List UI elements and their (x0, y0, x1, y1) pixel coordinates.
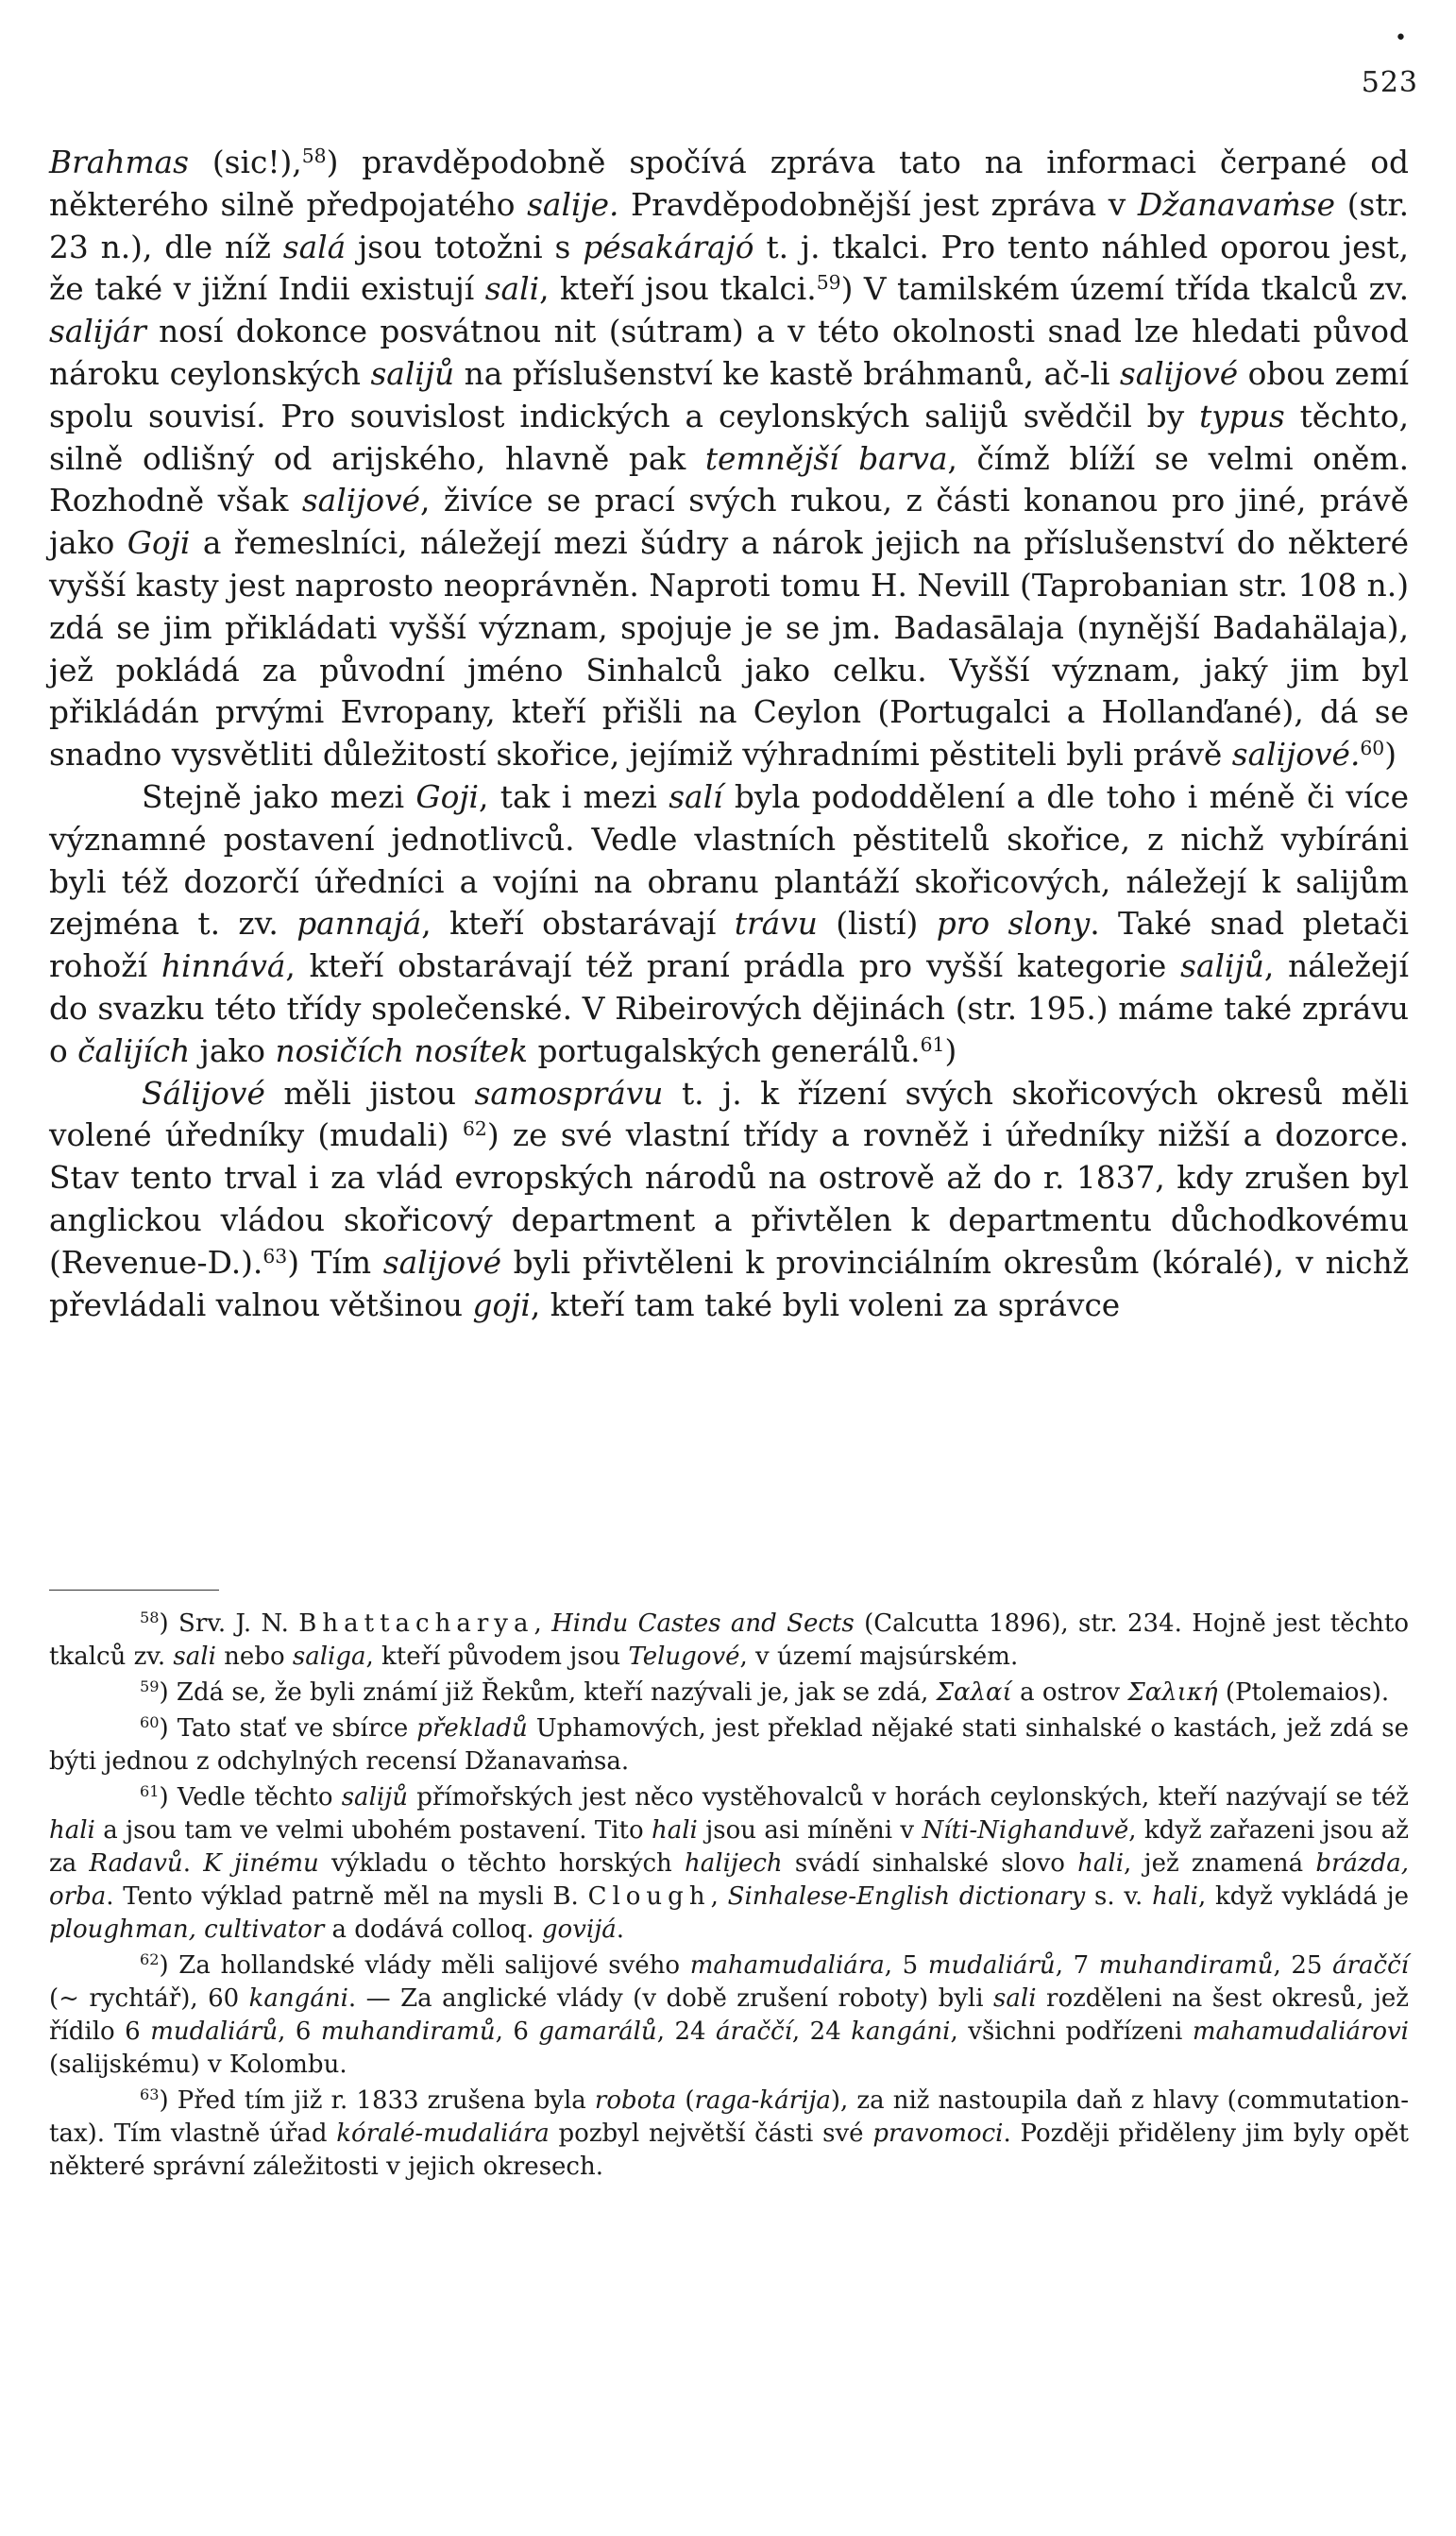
page-number: 523 (1361, 66, 1418, 99)
italic-run: salijár (49, 314, 146, 350)
italic-run: Goji (415, 778, 480, 815)
footnote-reference: 58 (301, 144, 327, 167)
text-run: přímořských jest něco vystěhovalců v horách ceylonských, kteří nazývají se též (408, 1783, 1409, 1812)
italic-run: muhandiramů (320, 2017, 496, 2046)
text-run: ) Srv. J. N. (159, 1609, 299, 1638)
text-run: , 5 (884, 1951, 928, 1980)
text-run: pozbyl největší části své (549, 2119, 873, 2148)
italic-run: Telugové (628, 1642, 740, 1671)
italic-run: salijů (370, 355, 455, 392)
text-run: (Ptolemaios). (1217, 1678, 1390, 1707)
italic-run: sali (484, 271, 540, 308)
italic-run: překladů (416, 1714, 528, 1743)
spaced-name-run: Clough (587, 1882, 711, 1911)
text-run: . Tento výklad patrně měl na mysli B. (106, 1882, 588, 1911)
text-run: . (616, 1915, 625, 1944)
text-run: svádí sinhalské slovo (782, 1849, 1078, 1878)
italic-run: kangáni (248, 1984, 348, 2013)
italic-run: kangáni (851, 2017, 951, 2046)
footnote-separator (49, 1590, 219, 1591)
italic-run: salijové. (1231, 737, 1361, 774)
text-run: , 6 (495, 2017, 539, 2046)
text-run: Stejně jako mezi (142, 778, 416, 815)
text-run: , když zařazeni jsou až za (49, 1816, 1410, 1878)
text-run: , kteří obstarávají též praní prádla pro vyšší kategorie (285, 948, 1181, 985)
page-dot-mark: • (1395, 26, 1407, 50)
italic-run: mudaliárů (150, 2017, 279, 2046)
text-run: a ostrov (1011, 1678, 1128, 1707)
text-run: ) Zdá se, že byli známí již Řekům, kteří nazývali je, jak se zdá, (159, 1678, 937, 1707)
italic-run: hali (49, 1816, 95, 1845)
text-run: , živíce se prací svých rukou, z části konanou pro jiné, právě jako (49, 483, 1409, 562)
footnote-marker: 63 (140, 2085, 160, 2104)
text-run: , (533, 1609, 552, 1638)
italic-run: hali (1077, 1849, 1125, 1878)
text-run: ) Tím (287, 1244, 383, 1281)
text-run: ), za niž nastoupila daň z hlavy (commutation-tax). Tím vlastně úřad (49, 2086, 1409, 2148)
body-paragraph (49, 1073, 1409, 1327)
text-run: ) (1384, 737, 1397, 774)
text-run: t. j. k řízení svých skořicových okresů měli volené úředníky (mudali) (49, 1075, 1409, 1154)
italic-run: salijové (301, 483, 421, 519)
italic-run: mahamudaliára (689, 1951, 885, 1980)
text-run: s. v. (1085, 1882, 1153, 1911)
text-run: Uphamových, jest překlad nějaké stati sinhalské o kastách, jež zdá se býti jednou z odchylných recensí Džanavaṁsa. (49, 1714, 1410, 1776)
text-run: , kteří tam také byli voleni za správce (530, 1286, 1121, 1323)
italic-run: hali (1152, 1882, 1198, 1911)
footnote-59 (49, 1676, 1409, 1710)
italic-run: Goji (127, 525, 191, 562)
text-run: , jež znamená (1124, 1849, 1316, 1878)
italic-run: salijů (1180, 948, 1264, 985)
text-run: (listí) (817, 906, 937, 943)
text-run: (Calcutta 1896), str. 234. Hojně jest těchto tkalců zv. (49, 1609, 1409, 1671)
text-run: , všichni podřízeni (950, 2017, 1193, 2046)
footnote-marker: 58 (140, 1608, 160, 1627)
italic-run: K jinému (203, 1849, 319, 1878)
text-run: (str. 23 n.), dle níž (49, 186, 1409, 265)
italic-run: Σαλική (1127, 1678, 1218, 1707)
text-run: ) ze své vlastní třídy a rovněž i úředníky nižší a dozorce. Stav tento trval i za vlád evropských národů na ostrově až do r. 1837, kdy zrušen byl anglickou vládou skořicový department a přivtělen k departmentu důchodkovému (Revenue-D.). (49, 1117, 1409, 1281)
text-run: ) V tamilském území třída tkalců zv. (840, 271, 1409, 308)
text-run: . Také snad pletači rohoží (49, 906, 1409, 985)
footnote-61 (49, 1781, 1409, 1947)
italic-run: salí (669, 778, 723, 815)
italic-run: salá (282, 229, 347, 265)
italic-run: áraččí (716, 2017, 792, 2046)
italic-run: hali (652, 1816, 698, 1845)
footnote-reference: 61 (920, 1032, 945, 1056)
italic-run: Σαλαί (936, 1678, 1012, 1707)
text-run: nebo (215, 1642, 293, 1671)
text-run: na příslušenství ke kastě bráhmanů, ač-li (454, 355, 1120, 392)
footnote-reference: 63 (262, 1244, 288, 1268)
text-run: jsou asi míněni v (697, 1816, 923, 1845)
text-run: , když vykládá je (1197, 1882, 1409, 1911)
italic-run: salijové (1119, 355, 1239, 392)
footnote-reference: 59 (816, 271, 841, 295)
body-paragraph (49, 776, 1409, 1073)
italic-run: govijá (541, 1915, 617, 1944)
footnote-62 (49, 1949, 1409, 2082)
footnote-reference: 60 (1360, 736, 1385, 759)
footnote-58 (49, 1608, 1409, 1674)
italic-run: ploughman, cultivator (49, 1915, 325, 1944)
text-run: byli přivtěleni k provinciálním okresům (kóralé), v nichž převládali valnou většinou (49, 1244, 1409, 1323)
footnote-reference: 62 (462, 1117, 487, 1141)
italic-run: hinnává (161, 948, 286, 985)
text-run: , 25 (1273, 1951, 1333, 1980)
italic-run: robota (594, 2086, 677, 2115)
text-run: , 24 (656, 2017, 717, 2046)
italic-run: Brahmas (49, 145, 189, 180)
text-run: rozděleni na šest okresů, jež řídilo 6 (49, 1984, 1409, 2046)
italic-run: pannajá (296, 906, 422, 943)
text-run: (~ rychtář), 60 (49, 1984, 249, 2013)
text-run: . Později přiděleny jim byly opět některé správní záležitosti v jejich okresech. (49, 2119, 1409, 2181)
text-run: ( (676, 2086, 695, 2115)
text-run: , kteří obstarávají (421, 906, 735, 943)
text-run: , (710, 1882, 728, 1911)
text-run: a dodává colloq. (324, 1915, 542, 1944)
text-run: ) pravděpodobně spočívá zpráva tato na informaci čerpané od některého silně předpojatého (49, 145, 1409, 223)
text-run: výkladu o těchto horských (318, 1849, 686, 1878)
footnote-marker: 61 (140, 1782, 160, 1801)
main-text (49, 142, 1409, 1326)
text-run: Pravděpodobnější jest zpráva v (618, 186, 1138, 223)
italic-run: pro slony (936, 906, 1091, 943)
text-run: a jsou tam ve velmi ubohém postavení. Tito (94, 1816, 652, 1845)
text-run: těchto, silně odlišný od arijského, hlavně pak (49, 398, 1410, 477)
italic-run: Sinhalese-English dictionary (727, 1882, 1086, 1911)
text-run: , kteří původem jsou (365, 1642, 629, 1671)
text-run: portugalských generálů. (528, 1032, 921, 1069)
text-run: a řemeslníci, náležejí mezi šúdry a nárok jejich na příslušenství do některé vyšší kasty jest naprosto neoprávněn. Naproti tomu H. Nevill (Taprobanian str. 108 n.) zdá se jim přikládati vyšší význam, spojuje je se jm. Badasālaja (nynější Badahälaja), jež pokládá za původní jméno Sinhalců jako celku. Vyšší význam, jaký jim byl přikládán prvými Evropany, kteří přišli na Ceylon (Portugalci a Hollanďané), dá se snadno vysvětliti důležitostí skořice, jejímiž výhradními pěstiteli byli právě (49, 525, 1409, 774)
italic-run: saliga (292, 1642, 366, 1671)
footnote-marker: 62 (140, 1950, 160, 1969)
text-run: nosí dokonce posvátnou nit (sútram) a v této okolnosti snad lze hledati původ nároku ceylonských (49, 314, 1409, 392)
body-paragraph (49, 142, 1409, 776)
italic-run: salijů (341, 1783, 408, 1812)
text-run: , 24 (791, 2017, 852, 2046)
text-run: jsou totožni s (346, 229, 584, 265)
text-run: (sic!), (188, 145, 302, 180)
italic-run: muhandiramů (1098, 1951, 1274, 1980)
italic-run: gamarálů (538, 2017, 657, 2046)
italic-run: sali (993, 1984, 1037, 2013)
italic-run: áraččí (1332, 1951, 1409, 1980)
italic-run: typus (1199, 398, 1285, 434)
italic-run: pésakárajó (583, 229, 754, 265)
italic-run: Radavů (89, 1849, 183, 1878)
text-run: měli jistou (264, 1075, 475, 1112)
text-run: t. j. tkalci. Pro tento náhled oporou jest, že také v jižní Indii existují (49, 229, 1410, 308)
text-run: jako (190, 1032, 276, 1069)
italic-run: raga-kárija (694, 2086, 831, 2115)
footnote-63 (49, 2085, 1409, 2184)
italic-run: čalijích (77, 1032, 191, 1069)
text-run: ) Před tím již r. 1833 zrušena byla (159, 2086, 595, 2115)
italic-run: salije. (527, 186, 619, 223)
italic-run: mudaliárů (927, 1951, 1056, 1980)
text-run: ) (944, 1032, 957, 1069)
text-run: byla pododdělení a dle toho i méně či více významné postavení jednotlivců. Vedle vlastních pěstitelů skořice, z nichž vybíráni byli též dozorčí úředníci a vojíni na obranu plantáží skořicových, náležejí k salijům zejména t. zv. (49, 778, 1410, 943)
text-run: . (182, 1849, 204, 1878)
italic-run: sali (173, 1642, 216, 1671)
italic-run: pravomoci (872, 2119, 1004, 2148)
footnote-marker: 60 (140, 1713, 160, 1732)
italic-run: Hindu Castes and Sects (551, 1609, 855, 1638)
footnote-marker: 59 (140, 1677, 160, 1696)
italic-run: goji (472, 1286, 531, 1323)
text-run: . — Za anglické vlády (v době zrušení roboty) byli (347, 1984, 994, 2013)
italic-run: halijech (685, 1849, 783, 1878)
italic-run: Níti-Nighanduvě (922, 1816, 1129, 1845)
text-run: , kteří jsou tkalci. (539, 271, 817, 308)
italic-run: nosičích nosítek (275, 1032, 529, 1069)
text-run: obou zemí spolu souvisí. Pro souvislost indických a ceylonských salijů svědčil by (49, 355, 1409, 434)
text-run: , 6 (278, 2017, 321, 2046)
italic-run: trávu (734, 906, 818, 943)
italic-run: brázda, orba (49, 1849, 1410, 1911)
text-run: , tak i mezi (479, 778, 669, 815)
text-run: (salijskému) v Kolombu. (49, 2051, 347, 2079)
italic-run: kóralé-mudaliára (336, 2119, 550, 2148)
text-run: , v území majsúrském. (739, 1642, 1019, 1671)
text-run: , náležejí do svazku této třídy společenské. V Ribeirových dějinách (str. 195.) máme také zprávu o (49, 948, 1409, 1069)
text-run: ) Za hollandské vlády měli salijové svého (159, 1951, 690, 1980)
italic-run: mahamudaliárovi (1192, 2017, 1409, 2046)
footnote-60 (49, 1712, 1409, 1779)
italic-run: Džanavaṁse (1137, 186, 1336, 223)
text-run: , 7 (1055, 1951, 1099, 1980)
text-run: ) Vedle těchto (159, 1783, 342, 1812)
footnotes (49, 1608, 1409, 2184)
italic-run: salijové (382, 1244, 502, 1281)
text-run: ) Tato stať ve sbírce (159, 1714, 417, 1743)
italic-run: samosprávu (474, 1075, 664, 1112)
spaced-name-run: Bhattacharya (298, 1609, 534, 1638)
italic-run: temnější barva (704, 440, 948, 477)
text-run: , čímž blíží se velmi oněm. Rozhodně však (49, 440, 1409, 519)
italic-run: Sálijové (142, 1075, 265, 1112)
